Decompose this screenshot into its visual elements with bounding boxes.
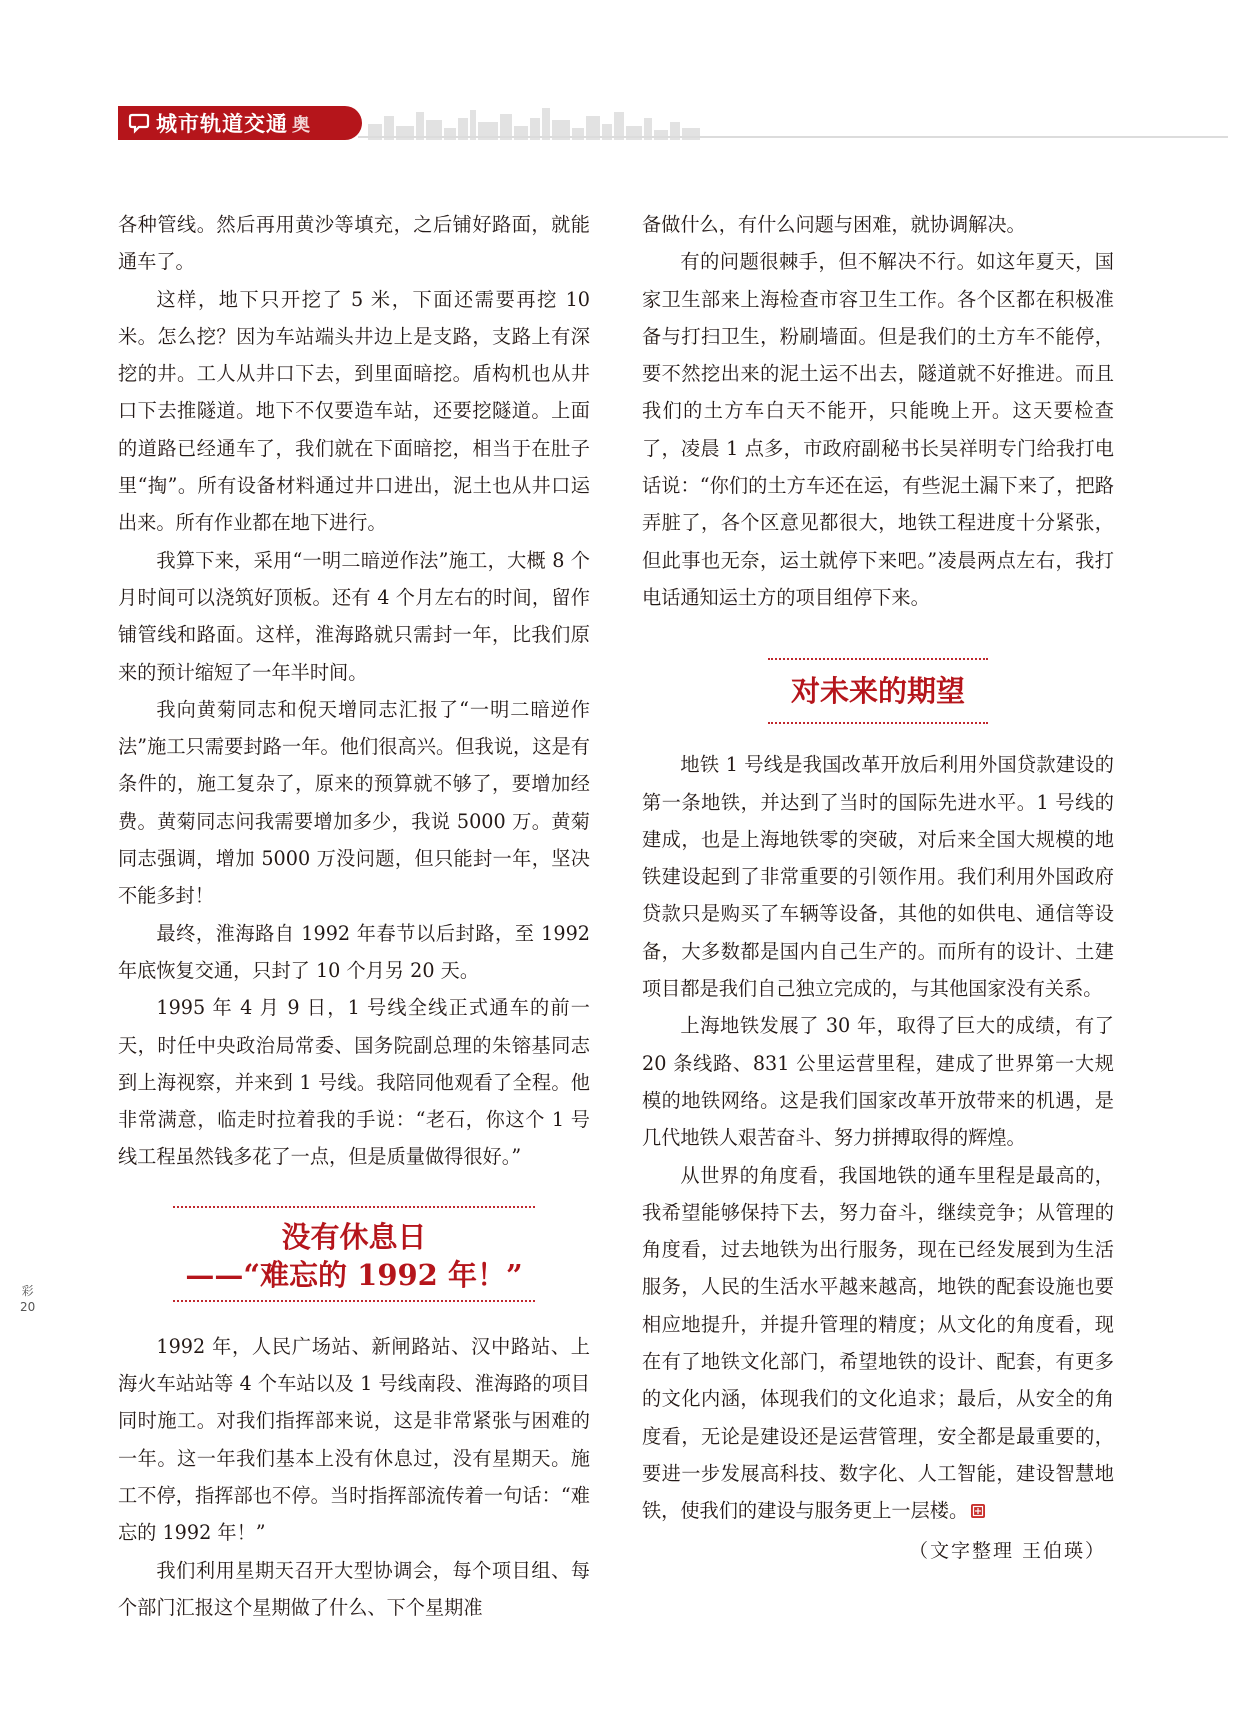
section-title-line-2: ——“难忘的 1992 年！” [185, 1257, 523, 1292]
paragraph-text: 各种管线。然后再用黄沙等填充，之后铺好路面，就能通车了。 [118, 213, 590, 274]
paragraph-text: 我向黄菊同志和倪天增同志汇报了“一明二暗逆作法”施工只需要封路一年。他们很高兴。但我说，这是有条件的，施工复杂了，原来的预算就不够了，要增加经费。黄菊同志问我需要增加多少，我说 5000 万。黄菊同志强调，增加 5000 万没问题，但只能封一年，坚决不能多封！ [118, 697, 590, 908]
paragraph [118, 989, 590, 1175]
right-column [642, 206, 1114, 1563]
city-skyline-icon [358, 106, 1108, 140]
paragraph [642, 1157, 1114, 1530]
paragraph [118, 691, 590, 915]
running-header [118, 106, 1108, 140]
right-text-block-2 [642, 746, 1114, 1529]
section-title [118, 1208, 590, 1300]
end-seal-icon [970, 1503, 986, 1519]
page-number-value: 20 [20, 1300, 36, 1314]
paragraph-text: 最终，淮海路自 1992 年春节以后封路，至 1992 年底恢复交通，只封了 10 个月另 20 天。 [118, 921, 590, 982]
paragraph-text: 我们利用星期天召开大型协调会，每个项目组、每个部门汇报这个星期做了什么、下个星期准 [118, 1558, 590, 1619]
left-column [118, 206, 590, 1626]
section-title-line-1: 没有休息日 [281, 1219, 427, 1254]
paragraph-text: 这样，地下只开挖了 5 米，下面还需要再挖 10 米。怎么挖？因为车站端头井边上是支路，支路上有深挖的井。工人从井口下去，到里面暗挖。盾构机也从井口下去推隧道。地下不仅要造车站，还要挖隧道。上面的道路已经通车了，我们就在下面暗挖，相当于在肚子里“掏”。所有设备材料通过井口进出，泥土也从井口运出来。所有作业都在地下进行。 [118, 287, 590, 535]
paragraph-text: 备做什么，有什么问题与困难，就协调解决。 [642, 213, 1026, 236]
section-heading-no-rest-day [118, 1206, 590, 1302]
paragraph [642, 206, 1114, 243]
paragraph-text: 有的问题很棘手，但不解决不行。如这年夏天，国家卫生部来上海检查市容卫生工作。各个区都在积极准备与打扫卫生，粉刷墙面。但是我们的土方车不能停，要不然挖出来的泥土运不出去，隧道就不好推进。而且我们的土方车白天不能开，只能晚上开。这天要检查了，凌晨 1 点多，市政府副秘书长吴祥明专门给我打电话说：“你们的土方车还在运，有些泥土漏下来了，把路弄脏了，各个区意见都很大，地铁工程进度十分紧张，但此事也无奈，运土就停下来吧。”凌晨两点左右，我打电话通知运土方的项目组停下来。 [642, 250, 1114, 609]
paragraph [118, 1328, 590, 1552]
dotted-rule-bottom [173, 1300, 535, 1302]
paragraph-text: 地铁 1 号线是我国改革开放后利用外国贷款建设的第一条地铁，并达到了当时的国际先进水平。1 号线的建成，也是上海地铁零的突破，对后来全国大规模的地铁建设起到了非常重要的引领作用。我们利用外国政府贷款只是购买了车辆等设备，其他的如供电、通信等设备，大多数都是国内自己生产的。而所有的设计、土建项目都是我们自己独立完成的，与其他国家没有关系。 [642, 753, 1114, 1001]
left-text-block-2 [118, 1328, 590, 1626]
chat-bubble-logo-icon [128, 112, 150, 134]
paragraph-text: 从世界的角度看，我国地铁的通车里程是最高的，我希望能够保持下去，努力奋斗，继续竞争；从管理的角度看，过去地铁为出行服务，现在已经发展到为生活服务，人民的生活水平越来越高，地铁的配套设施也要相应地提升，并提升管理的精度；从文化的角度看，现在有了地铁文化部门，希望地铁的设计、配套，有更多的文化内涵，体现我们的文化追求；最后，从安全的角度看，无论是建设还是运营管理，安全都是最重要的，要进一步发展高科技、数字化、人工智能，建设智慧地铁，使我们的建设与服务更上一层楼。 [642, 1163, 1114, 1523]
dotted-rule-bottom [768, 722, 988, 724]
paragraph-text: 我算下来，采用“一明二暗逆作法”施工，大概 8 个月时间可以浇筑好顶板。还有 4 个月左右的时间，留作铺管线和路面。这样，淮海路就只需封一年，比我们原来的预计缩短了一年半时间。 [118, 548, 590, 684]
paragraph [118, 915, 590, 990]
paragraph [118, 1552, 590, 1627]
section-title: 对未来的期望 [790, 674, 965, 709]
paragraph-text: 上海地铁发展了 30 年，取得了巨大的成绩，有了 20 条线路、831 公里运营里程，建成了世界第一大规模的地铁网络。这是我们国家改革开放带来的机遇，是几代地铁人艰苦奋斗、努力拼搏取得的辉煌。 [642, 1014, 1114, 1150]
left-text-block [118, 206, 590, 1176]
section-heading-future [642, 658, 1114, 724]
header-rule [358, 136, 1228, 138]
page-number-label: 彩 [21, 1284, 34, 1298]
paragraph [642, 1007, 1114, 1156]
paragraph-text: 1995 年 4 月 9 日，1 号线全线正式通车的前一天，时任中央政治局常委、国务院副总理的朱镕基同志到上海视察，并来到 1 号线。我陪同他观看了全程。他非常满意，临走时拉着我的手说：“老石，你这个 1 号线工程虽然钱多花了一点，但是质量做得很好。” [118, 996, 590, 1169]
right-text-block [642, 206, 1114, 616]
author-credit [642, 1536, 1114, 1563]
paragraph [642, 746, 1114, 1007]
header-tab [118, 106, 362, 140]
header-tag: 奥 [292, 115, 311, 136]
paragraph [118, 542, 590, 691]
paragraph [118, 206, 590, 281]
header-title: 城市轨道交通 奥 [156, 112, 311, 136]
page-number [20, 1283, 35, 1315]
paragraph-text: 1992 年，人民广场站、新闸路站、汉中路站、上海火车站站等 4 个车站以及 1 号线南段、淮海路的项目同时施工。对我们指挥部来说，这是非常紧张与困难的一年。这一年我们基本上没有休息过，没有星期天。施工不停，指挥部也不停。当时指挥部流传着一句话：“难忘的 1992 年！” [118, 1334, 590, 1545]
paragraph [642, 243, 1114, 616]
paragraph [118, 281, 590, 542]
credit-text: （文字整理 王伯瑛） [908, 1539, 1106, 1562]
